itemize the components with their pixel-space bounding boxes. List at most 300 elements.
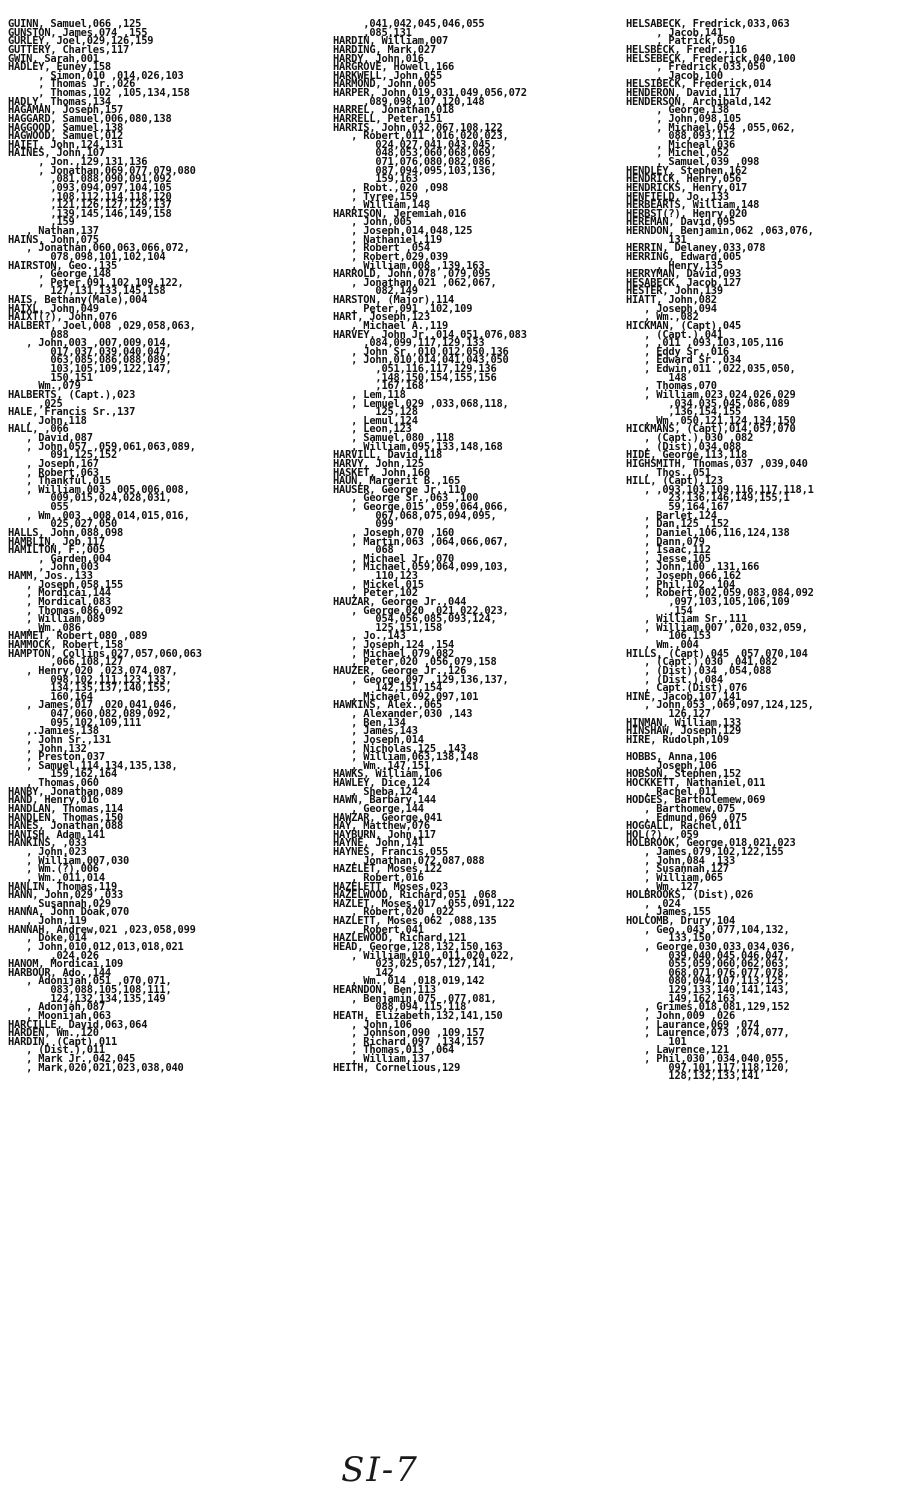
- index-line: 110,123: [333, 570, 418, 582]
- index-line: , Wm.,147,151: [333, 759, 430, 772]
- index-line: 134,135,137,140,155,: [8, 682, 172, 695]
- index-line: , Doke,014: [8, 932, 87, 945]
- index-line: HAYNE, John,141: [333, 837, 424, 850]
- index-line: , Capt.(Dist),076: [626, 682, 748, 695]
- index-line: 131: [626, 233, 687, 246]
- index-line: , John,010,014,041,043,050: [333, 354, 509, 367]
- index-line: , Samuel,114,134,135,138,: [8, 759, 178, 772]
- index-line: , Jacob,141: [626, 26, 723, 39]
- index-line: GURLEY, Joel,029,126,159: [8, 35, 154, 48]
- index-line: , Jacob,100: [626, 69, 723, 82]
- index-line: 047,060,082,089,092,: [8, 708, 172, 720]
- index-line: ,.Jamies,138: [8, 725, 99, 738]
- index-line: HARCILLE, David,063,064: [8, 1018, 148, 1031]
- index-line: HAUZAR, George Jr.,044: [333, 595, 467, 608]
- index-line: HINSHAW, Joseph,129: [626, 725, 742, 738]
- index-line: 59,164,167: [626, 501, 729, 513]
- index-line: HAMBLIN, Job,117: [8, 535, 105, 548]
- index-line: 091,125,152: [8, 449, 118, 462]
- index-line: HEAD, George,128,132,150,163: [333, 940, 503, 953]
- index-line: 024,027,041,043,045,: [333, 138, 497, 151]
- index-line: ,093,094,097,104,105: [8, 181, 172, 194]
- index-line: HESABECK, Jacob,127: [626, 276, 742, 289]
- index-line: ,051,116,117,129,136: [333, 363, 497, 375]
- index-line: , George,097 ,129,136,137,: [333, 673, 509, 686]
- index-line: HANDLAN, Thomas,114: [8, 802, 124, 815]
- index-line: 055,059,060,062,063,: [626, 958, 790, 971]
- index-line: HAWLEY, Dice,124: [333, 777, 430, 789]
- index-line: HAGWOOD, Samuel,012: [8, 130, 124, 143]
- index-line: , Henry,020 ,023,074,087,: [8, 664, 178, 677]
- index-line: HOGGALL, Rachel,011: [626, 820, 742, 833]
- index-line: 025,027,050: [8, 518, 118, 531]
- index-line: ,089,098,107,120,148: [333, 95, 485, 108]
- index-line: HERRIN, Delaney,033,078: [626, 242, 766, 255]
- index-line: , Grimes,018,081,129,152: [626, 1001, 790, 1014]
- index-line: , Joseph,058,155: [8, 578, 124, 591]
- index-line: , (Dist.),011: [8, 1044, 105, 1057]
- index-line: , Mordicai,144: [8, 587, 111, 600]
- index-line: , Wm.,086: [8, 621, 81, 634]
- index-line: HIATT, John,082: [626, 294, 717, 306]
- index-line: ,108,112,114,118,120: [8, 190, 172, 203]
- index-line: HADLY, Thomas,134: [8, 95, 111, 108]
- index-line: , Edwin,011 ,022,035,050,: [626, 363, 796, 375]
- index-line: HOBBS, Anna,106: [626, 751, 717, 764]
- index-line: , George,020 ,021,022,023,: [333, 604, 509, 617]
- index-line: , Laurence,073 ,074,077,: [626, 1027, 790, 1040]
- index-line: , Thomas,102 ,105,134,158: [8, 87, 190, 99]
- index-line: 039,040,045,046,047,: [626, 949, 790, 962]
- index-line: , William,148: [333, 199, 430, 212]
- index-line: , Nathaniel,119: [333, 233, 443, 246]
- index-line: , Dan,125 ,152: [626, 518, 729, 531]
- index-line: , Thos.,051: [626, 466, 711, 479]
- index-line: GWIN, Sarah,001: [8, 52, 99, 65]
- index-line: HEREMAN, David,095: [626, 216, 736, 229]
- index-line: HENDRICKS, Henry,017: [626, 181, 748, 194]
- index-line: , Robert,020 ,022: [333, 906, 455, 919]
- index-line: , Michael Jr.,070: [333, 552, 455, 565]
- index-column-3: [626, 20, 904, 1081]
- index-line: 148: [626, 371, 687, 384]
- index-line: , David,087: [8, 432, 93, 444]
- index-line: HAND, Henry,016: [8, 794, 99, 807]
- index-line: , William,063,138,148: [333, 751, 479, 764]
- index-line: , Thomas,013 ,064: [333, 1044, 455, 1057]
- index-line: , James,017 ,020,041,046,: [8, 699, 178, 712]
- index-line: , Wm.,127: [626, 880, 699, 893]
- index-line: , William,137: [333, 1053, 430, 1065]
- index-line: ,085,131: [333, 26, 412, 39]
- index-line: , ,093,103,109,116,117,118,1: [626, 483, 814, 496]
- index-line: , Preston,037: [8, 751, 105, 764]
- index-line: HANKINS, ,033: [8, 837, 87, 850]
- index-line: HAIRSTON, Geo.,135: [8, 259, 118, 272]
- index-line: , Joseph,070 ,160: [333, 526, 455, 539]
- index-line: HOLBROOK, George,018,021,023: [626, 837, 796, 850]
- index-line: , George Sr.,063 ,100: [333, 492, 479, 505]
- index-line: , Robert,029,039: [333, 250, 449, 263]
- index-line: HILLS, (Capt),045 ,057,070,104: [626, 647, 808, 660]
- index-line: , Edmund,069 ,075: [626, 811, 748, 824]
- index-line: , John,053 ,069,097,124,125,: [626, 699, 814, 712]
- index-line: , Michael,054 ,055,062,: [626, 121, 796, 134]
- index-line: HENDERSON, Archibald,142: [626, 95, 772, 108]
- index-line: HELSEBECK, Frederick,040,100: [626, 52, 796, 65]
- index-line: 103,105,109,122,147,: [8, 363, 172, 375]
- index-line: , Wm.,014 ,018,019,142: [333, 975, 485, 988]
- index-line: 055: [8, 501, 69, 513]
- index-line: HANES, Jonathan,088: [8, 820, 124, 833]
- index-line: , Michael,059,064,099,103,: [333, 561, 509, 574]
- index-column-1: [8, 20, 304, 1072]
- index-line: , Phil,102 ,104: [626, 578, 736, 591]
- index-line: HAWZAR, George,041: [333, 811, 443, 824]
- index-line: ,081,088,090,091,092: [8, 173, 172, 186]
- index-line: , George,030,033,034,036,: [626, 940, 796, 953]
- index-line: 017,037,039,040,047,: [8, 345, 172, 358]
- index-line: , Barlet,124: [626, 509, 717, 522]
- index-line: HILL, (Capt),123: [626, 475, 723, 488]
- index-line: , Thomas,086,092: [8, 604, 124, 617]
- index-line: HAUZER, George Jr.,126: [333, 664, 467, 677]
- index-line: , Mark Jr.,042,045: [8, 1053, 136, 1065]
- index-line: , Nicholas,125 ,143: [333, 742, 467, 755]
- index-column-2: [333, 20, 629, 1072]
- index-line: , Thomas Jr.,026: [8, 78, 136, 91]
- index-line: HANBY, Jonathan,089: [8, 785, 124, 798]
- index-line: , Moonijah,063: [8, 1009, 111, 1022]
- index-line: , Joseph,167: [8, 457, 99, 470]
- index-line: 106,153: [626, 630, 711, 643]
- index-line: , Adonijah,051 ,070,071,: [8, 975, 172, 988]
- index-line: , Samuel,080 ,118: [333, 432, 455, 444]
- index-line: HAUSER, George Jr.,110: [333, 483, 467, 496]
- index-line: , Eddy Sr.,016: [626, 345, 729, 358]
- index-line: HAYNES, Francis,055: [333, 846, 449, 858]
- index-line: HAZLETT, Moses,062 ,088,135: [333, 915, 497, 927]
- index-line: HAIXT(?), John,076: [8, 311, 118, 324]
- index-line: , George,144: [333, 802, 424, 815]
- index-line: ,041,042,045,046,055: [333, 18, 485, 30]
- index-line: 088: [8, 328, 69, 341]
- index-line: HERBST(?), Henry,020: [626, 207, 748, 220]
- index-line: , Wm.(?),006: [8, 863, 99, 876]
- index-line: HAZLET, Moses,017 ,055,091,122: [333, 897, 515, 910]
- index-line: HAIET, John,124,131: [8, 138, 124, 151]
- index-line: HODGES, Bartholemew,069: [626, 794, 766, 807]
- index-line: 087,094,095,103,136,: [333, 164, 497, 177]
- index-line: , Ben,134: [333, 716, 406, 729]
- index-line: HAMMET, Robert,080 ,089: [8, 630, 148, 643]
- index-line: HANDLEN, Thomas,150: [8, 811, 124, 824]
- index-line: ,167,168: [333, 380, 424, 393]
- index-line: HEARNDON, Ben,113: [333, 984, 436, 996]
- index-line: , Peter,020 ,056,079,158: [333, 656, 497, 669]
- index-line: , James,079,102,122,155: [626, 846, 784, 858]
- index-line: HALE, Francis Sr.,137: [8, 406, 136, 419]
- index-line: 088,093,112: [626, 130, 736, 143]
- index-line: , John,023: [8, 846, 87, 858]
- index-line: HAY, Matthew,076: [333, 820, 430, 833]
- index-line: HAMILTON, F.,005: [8, 544, 105, 557]
- index-line: GUNSTON, James,074 ,155: [8, 26, 148, 39]
- index-line: HEATH, Elizabeth,132,141,150: [333, 1009, 503, 1022]
- index-line: HANNAH, Andrew,021 ,023,058,099: [8, 923, 196, 936]
- index-line: HARMOND, John,005: [333, 78, 436, 91]
- index-line: , George,015 ,059,064,066,: [333, 501, 509, 513]
- index-line: , Leon,123: [333, 423, 412, 436]
- index-line: HAZELETT, Moses,023: [333, 880, 449, 893]
- index-line: HARVEY, John Jr.,014,051,076,083: [333, 328, 527, 341]
- index-line: HALL, ,066: [8, 423, 69, 436]
- index-line: , Lemul,124: [333, 414, 418, 427]
- index-line: , Lem,118: [333, 388, 406, 401]
- index-line: , Peter,102: [333, 587, 418, 600]
- index-line: HOLBROOKS, (Dist),026: [626, 889, 754, 902]
- index-line: , Wm.,050,121,124,134,150: [626, 414, 796, 427]
- index-line: HAWKINS, Alex.,065: [333, 699, 443, 712]
- index-line: 133,150: [626, 932, 711, 945]
- index-line: , Lemuel,029 ,033,068,118,: [333, 397, 509, 410]
- index-line: HAYBURN, John,117: [333, 828, 436, 841]
- index-line: , Michael,079,082: [333, 647, 455, 660]
- index-line: , William Sr.,111: [626, 613, 748, 626]
- index-line: HARDEN, Wm.,120: [8, 1027, 99, 1040]
- index-line: , William,010 ,011,020,022,: [333, 949, 515, 962]
- index-line: 160,164: [8, 690, 93, 703]
- index-line: ,159: [8, 216, 75, 229]
- index-line: HESTER, John,139: [626, 285, 723, 298]
- index-line: 009,015,024,028,031,: [8, 492, 172, 505]
- index-line: 101: [626, 1035, 687, 1048]
- index-line: , ,011 ,093,103,105,116: [626, 337, 784, 350]
- index-line: , Peter,091,102,109,122,: [8, 276, 184, 289]
- index-line: 080,094,107,113,125,: [626, 975, 790, 988]
- index-line: HERRING, Edward,005: [626, 250, 742, 263]
- index-line: HAZELWOOD, Richard,051 ,068: [333, 889, 497, 902]
- index-line: , John Sr.,131: [8, 733, 111, 746]
- index-line: HIRE, Rudolph,109: [626, 733, 729, 746]
- index-line: , Michael A.,119: [333, 319, 449, 332]
- index-line: , (Dist),034,088: [626, 440, 742, 453]
- index-line: , Jonathan,060,063,066,072,: [8, 242, 190, 255]
- index-line: 129,133,140,141,143,: [626, 984, 790, 996]
- index-line: HARRIS, John,032,067,108,122: [333, 121, 503, 134]
- index-line: , Mordical,083: [8, 595, 111, 608]
- index-line: , George,148: [8, 268, 111, 281]
- index-line: , John,098,105: [626, 112, 742, 125]
- index-line: , Geo.,043 ,077,104,132,: [626, 923, 790, 936]
- index-line: , John,119: [8, 915, 87, 927]
- index-line: HENDLEY, Stephen,162: [626, 164, 748, 177]
- index-line: , William,008 ,139,163: [333, 259, 485, 272]
- index-line: , Robert,016: [333, 871, 424, 884]
- index-line: , Barthomew,075: [626, 802, 736, 815]
- index-line: ,066,108,127: [8, 656, 124, 669]
- index-line: HIGHSMITH, Thomas,037 ,039,040: [626, 457, 808, 470]
- index-line: 128,132,133,141: [626, 1070, 760, 1083]
- index-line: 126,127: [626, 708, 711, 720]
- index-line: HAMM, Jos.,133: [8, 570, 93, 582]
- index-line: 023,025,057,127,141,: [333, 958, 497, 971]
- index-line: , John,118: [8, 414, 87, 427]
- index-line: , Fredrick,033,050: [626, 61, 766, 74]
- index-line: , Adonjah,087: [8, 1001, 105, 1014]
- index-line: , Joseph,094: [626, 302, 717, 315]
- index-line: HARBOUR, Ado.,144: [8, 966, 111, 979]
- index-line: 063,085,086,088,089,: [8, 354, 172, 367]
- index-line: 142: [333, 966, 394, 979]
- index-line: 150,151: [8, 371, 93, 384]
- index-line: , William,089: [8, 613, 105, 626]
- index-line: , Michel,052: [626, 147, 729, 160]
- index-line: , Isaac,112: [626, 544, 711, 557]
- index-line: , William,007,030: [8, 854, 130, 867]
- index-line: HARDIN, (Capt),011: [8, 1035, 118, 1048]
- index-line: , Jo.,143: [333, 630, 406, 643]
- index-line: HAUN, Margerit B.,165: [333, 475, 461, 488]
- index-line: HALBERT, Joel,008 ,029,058,063,: [8, 319, 196, 332]
- index-line: , Robert,041: [333, 923, 424, 936]
- index-line: HANNA, John Doak,070: [8, 906, 130, 919]
- index-line: HERNDON, Benjamin,062 ,063,076,: [626, 225, 814, 237]
- index-line: , Robert,063: [8, 466, 99, 479]
- index-line: , Joseph,066,162: [626, 570, 742, 582]
- index-line: HAIXL, John,049: [8, 302, 99, 315]
- index-line: HARKWELL, John,055: [333, 69, 443, 82]
- index-line: , Jonathan,069,077,079,080: [8, 164, 196, 177]
- index-line: 125,151,158: [333, 621, 443, 634]
- index-line: HAINES, John,107: [8, 147, 105, 160]
- index-line: , William,003 ,005,006,008,: [8, 483, 190, 496]
- index-line: 048,053,060,068,069,: [333, 147, 497, 160]
- index-line: , Lawrence,121: [626, 1044, 729, 1057]
- index-line: , Joseph,014,048,125: [333, 225, 473, 237]
- index-line: , John,009 ,026: [626, 1009, 736, 1022]
- index-line: ,139,145,146,149,158: [8, 207, 172, 220]
- index-line: 095,102,109,111: [8, 716, 142, 729]
- index-line: , John,010,012,013,018,021: [8, 940, 184, 953]
- index-line: HINMAN, William,133: [626, 716, 742, 729]
- index-line: HARREL, Jonathan,018: [333, 104, 455, 117]
- index-line: 159,162,164: [8, 768, 118, 781]
- index-line: HERBEARTS, William,148: [626, 199, 760, 212]
- index-line: HARRELL, Peter,151: [333, 112, 443, 125]
- index-line: 068,071,076,077,078,: [626, 966, 790, 979]
- index-line: , Jon.,129,131,136: [8, 156, 148, 168]
- index-line: , John,003: [8, 561, 99, 574]
- index-line: HANN, John,029 ,033: [8, 889, 124, 902]
- index-line: 097,101,117,118,120,: [626, 1061, 790, 1074]
- index-line: HAINS, John,075: [8, 233, 99, 246]
- index-line: HAMMOCK, Robert,158: [8, 639, 124, 651]
- index-line: HERRYMAN, David,093: [626, 268, 742, 281]
- index-line: , Phil,030 ,034,040,055,: [626, 1053, 790, 1065]
- index-line: HENDRICK, Henry,056: [626, 173, 742, 186]
- index-line: , John Sr.,010,012,050,136: [333, 345, 509, 358]
- index-line: , Garden,004: [8, 552, 111, 565]
- index-line: HIDE, George,113,118: [626, 449, 748, 462]
- index-line: 098,102,111,123,133,: [8, 673, 172, 686]
- index-line: , Simon,010 ,014,026,103: [8, 69, 184, 82]
- index-line: ,121,126,127,129,137: [8, 199, 172, 212]
- index-line: , Robert,011 ,016,020,023,: [333, 130, 509, 143]
- index-line: , Thomas,070: [626, 380, 717, 393]
- index-line: HAWN, Barbary,144: [333, 794, 436, 807]
- index-line: HARDING, Mark,027: [333, 43, 436, 56]
- index-line: , John,005: [333, 216, 412, 229]
- index-line: HANLIN, Thomas,119: [8, 880, 118, 893]
- index-line: , John,100 ,131,166: [626, 561, 760, 574]
- index-line: HOL(?), ,059: [626, 828, 699, 841]
- index-line: ,034,035,045,086,089: [626, 397, 790, 410]
- index-line: 068: [333, 544, 394, 557]
- index-line: HARDY, John,016: [333, 52, 424, 65]
- index-line: HAWKS, William,106: [333, 768, 443, 781]
- index-line: , Rachel,011: [626, 785, 717, 798]
- index-line: 071,076,080,082,086,: [333, 156, 497, 168]
- index-line: , Martin,063 ,064,066,067,: [333, 535, 509, 548]
- index-line: , Thomas,060: [8, 777, 99, 789]
- index-line: HARROLD, John,078 ,079,095: [333, 268, 491, 281]
- index-line: , Peter,091 ,102,109: [333, 302, 473, 315]
- index-line: HAGGARD, Samuel,006,080,138: [8, 112, 172, 125]
- index-line: , George,138: [626, 104, 729, 117]
- index-line: , Daniel,106,116,124,138: [626, 526, 790, 539]
- index-line: ,025: [8, 397, 63, 410]
- index-line: ,097,103,105,106,109: [626, 595, 790, 608]
- index-line: 149,162,163: [626, 992, 736, 1005]
- index-line: , William,095,133,148,168: [333, 440, 503, 453]
- index-line: HARVILL, David,118: [333, 449, 443, 462]
- index-line: , ,024: [626, 897, 681, 910]
- index-line: , Patrick,050: [626, 35, 736, 48]
- index-line: , Samuel,039 ,098: [626, 156, 760, 168]
- index-line: , Edward Sr.,034: [626, 354, 742, 367]
- index-line: HELSIBECK, Frederick,014: [626, 78, 772, 91]
- index-line: HELSABECK, Fredrick,033,063: [626, 18, 790, 30]
- index-line: HELSBECK, Fredr.,116: [626, 43, 748, 56]
- index-line: HASKET, John,160: [333, 466, 430, 479]
- index-line: , Richard,097 ,134,157: [333, 1035, 485, 1048]
- index-line: , Alexander,030 ,143: [333, 708, 473, 720]
- index-line: , Jonathan,072,087,088: [333, 854, 485, 867]
- index-line: , William,023,024,026,029: [626, 388, 796, 401]
- index-line: , Wm.,004: [626, 639, 699, 651]
- index-line: , Robert ,054: [333, 242, 430, 255]
- index-line: HALLS, John,088,098: [8, 526, 124, 539]
- index-line: 088,094,115,118: [333, 1001, 467, 1014]
- index-line: HOCKKETT, Nathaniel,011: [626, 777, 766, 789]
- index-line: HENFIELD, Jo.,133: [626, 190, 729, 203]
- index-line: HARPER, John,019,031,049,056,072: [333, 87, 527, 99]
- index-line: 082,149: [333, 285, 418, 298]
- index-line: , Jesse,105: [626, 552, 711, 565]
- index-line: , John,084 ,133: [626, 854, 736, 867]
- index-line: , (Dist),034 ,054,088: [626, 664, 772, 677]
- index-line: , Jonathan,021 ,062,067,: [333, 276, 497, 289]
- index-line: HAGGOOD, Samuel,138: [8, 121, 124, 134]
- index-line: , John,106: [333, 1018, 412, 1031]
- index-line: , Johnson,090 ,109,157: [333, 1027, 485, 1040]
- index-line: , Susannah,127: [626, 863, 729, 876]
- index-line: 067,068,075,094,095,: [333, 509, 497, 522]
- index-line: HICKMANS, (Capt),014,057,070: [626, 423, 796, 436]
- index-line: 159,163: [333, 173, 418, 186]
- index-line: , Wm.,011,014: [8, 871, 105, 884]
